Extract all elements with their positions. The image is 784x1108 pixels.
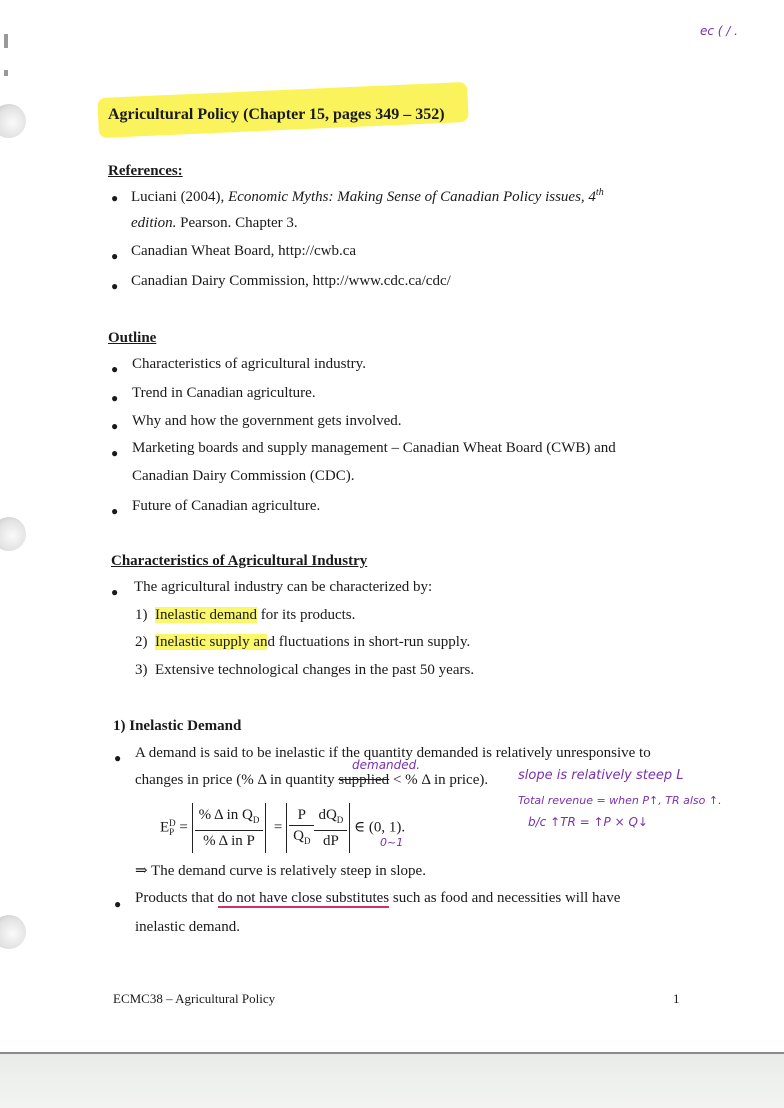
- definition-line-cont: changes in price (% Δ in quantity supplied < % Δ in price).: [135, 772, 489, 788]
- outline-item-cont: Canadian Dairy Commission (CDC).: [132, 468, 355, 484]
- bullet: ●: [111, 585, 119, 599]
- outline-item: Trend in Canadian agriculture.: [132, 385, 316, 401]
- outline-item: Characteristics of agricultural industry.: [132, 356, 366, 372]
- elasticity-formula: E D P = $\frac{\% \Delta in Q_D}{\text{\% Δ in P}}$ = $\frac{P}{Q_D}$ $\frac{dQ_D}{dP}$ ∈ (0, 1).: [160, 803, 405, 853]
- handwritten-range-note: 0~1: [380, 836, 404, 849]
- substitutes-line-cont: inelastic demand.: [135, 919, 240, 935]
- outline-heading: Outline: [108, 330, 157, 346]
- handwritten-demanded: demanded.: [352, 758, 421, 772]
- bullet: ●: [111, 191, 119, 205]
- characteristics-heading: Characteristics of Agricultural Industry: [111, 553, 368, 569]
- definition-line: A demand is said to be inelastic if the quantity demanded is relatively unresponsive to: [135, 745, 651, 761]
- implication-line: ⇒ The demand curve is relatively steep in slope.: [135, 863, 426, 879]
- page-title: Agricultural Policy (Chapter 15, pages 349 – 352): [108, 106, 445, 123]
- reference-item: Canadian Dairy Commission, http://www.cdc.ca/cdc/: [131, 273, 451, 289]
- handwritten-revenue-note: Total revenue = when P↑, TR also ↑.: [518, 794, 722, 807]
- outline-item: Marketing boards and supply management – Canadian Wheat Board (CWB) and: [132, 440, 616, 456]
- characteristic-item: 2) Inelastic supply and fluctuations in short-run supply.: [135, 634, 471, 650]
- bullet: ●: [111, 446, 119, 460]
- outline-item: Why and how the government gets involved.: [132, 413, 402, 429]
- footer-course: ECMC38 – Agricultural Policy: [113, 991, 276, 1006]
- reference-item-cont: edition. Pearson. Chapter 3.: [131, 215, 298, 231]
- substitutes-line: Products that do not have close substitutes such as food and necessities will have: [135, 890, 621, 906]
- characteristic-item: 1) Inelastic demand for its products.: [135, 607, 356, 623]
- punch-hole: [0, 104, 26, 138]
- scan-background: [0, 1054, 784, 1108]
- bullet: ●: [111, 249, 119, 263]
- punch-hole: [0, 915, 26, 949]
- reference-item: Luciani (2004), Economic Myths: Making Sense of Canadian Policy issues, 4th: [131, 187, 604, 205]
- bullet: ●: [114, 897, 122, 911]
- bullet: ●: [114, 751, 122, 765]
- bullet: ●: [111, 279, 119, 293]
- inelastic-heading: 1) Inelastic Demand: [113, 718, 242, 734]
- references-heading: References:: [108, 163, 183, 179]
- bullet: ●: [111, 504, 119, 518]
- characteristics-intro: The agricultural industry can be characterized by:: [134, 579, 433, 595]
- handwritten-because-note: b/c ↑TR = ↑P × Q↓: [528, 815, 648, 829]
- outline-item: Future of Canadian agriculture.: [132, 498, 321, 514]
- handwritten-slope-note: slope is relatively steep L: [518, 768, 684, 783]
- page-number: 1: [673, 991, 680, 1006]
- punch-hole: [0, 517, 26, 551]
- bullet: ●: [111, 362, 119, 376]
- bullet: ●: [111, 391, 119, 405]
- reference-item: Canadian Wheat Board, http://cwb.ca: [131, 243, 357, 259]
- characteristic-item: 3) Extensive technological changes in the past 50 years.: [135, 662, 475, 678]
- scan-mark: [4, 70, 8, 76]
- bullet: ●: [111, 419, 119, 433]
- corner-note: ec ( / .: [700, 24, 738, 38]
- scan-mark: [4, 34, 8, 48]
